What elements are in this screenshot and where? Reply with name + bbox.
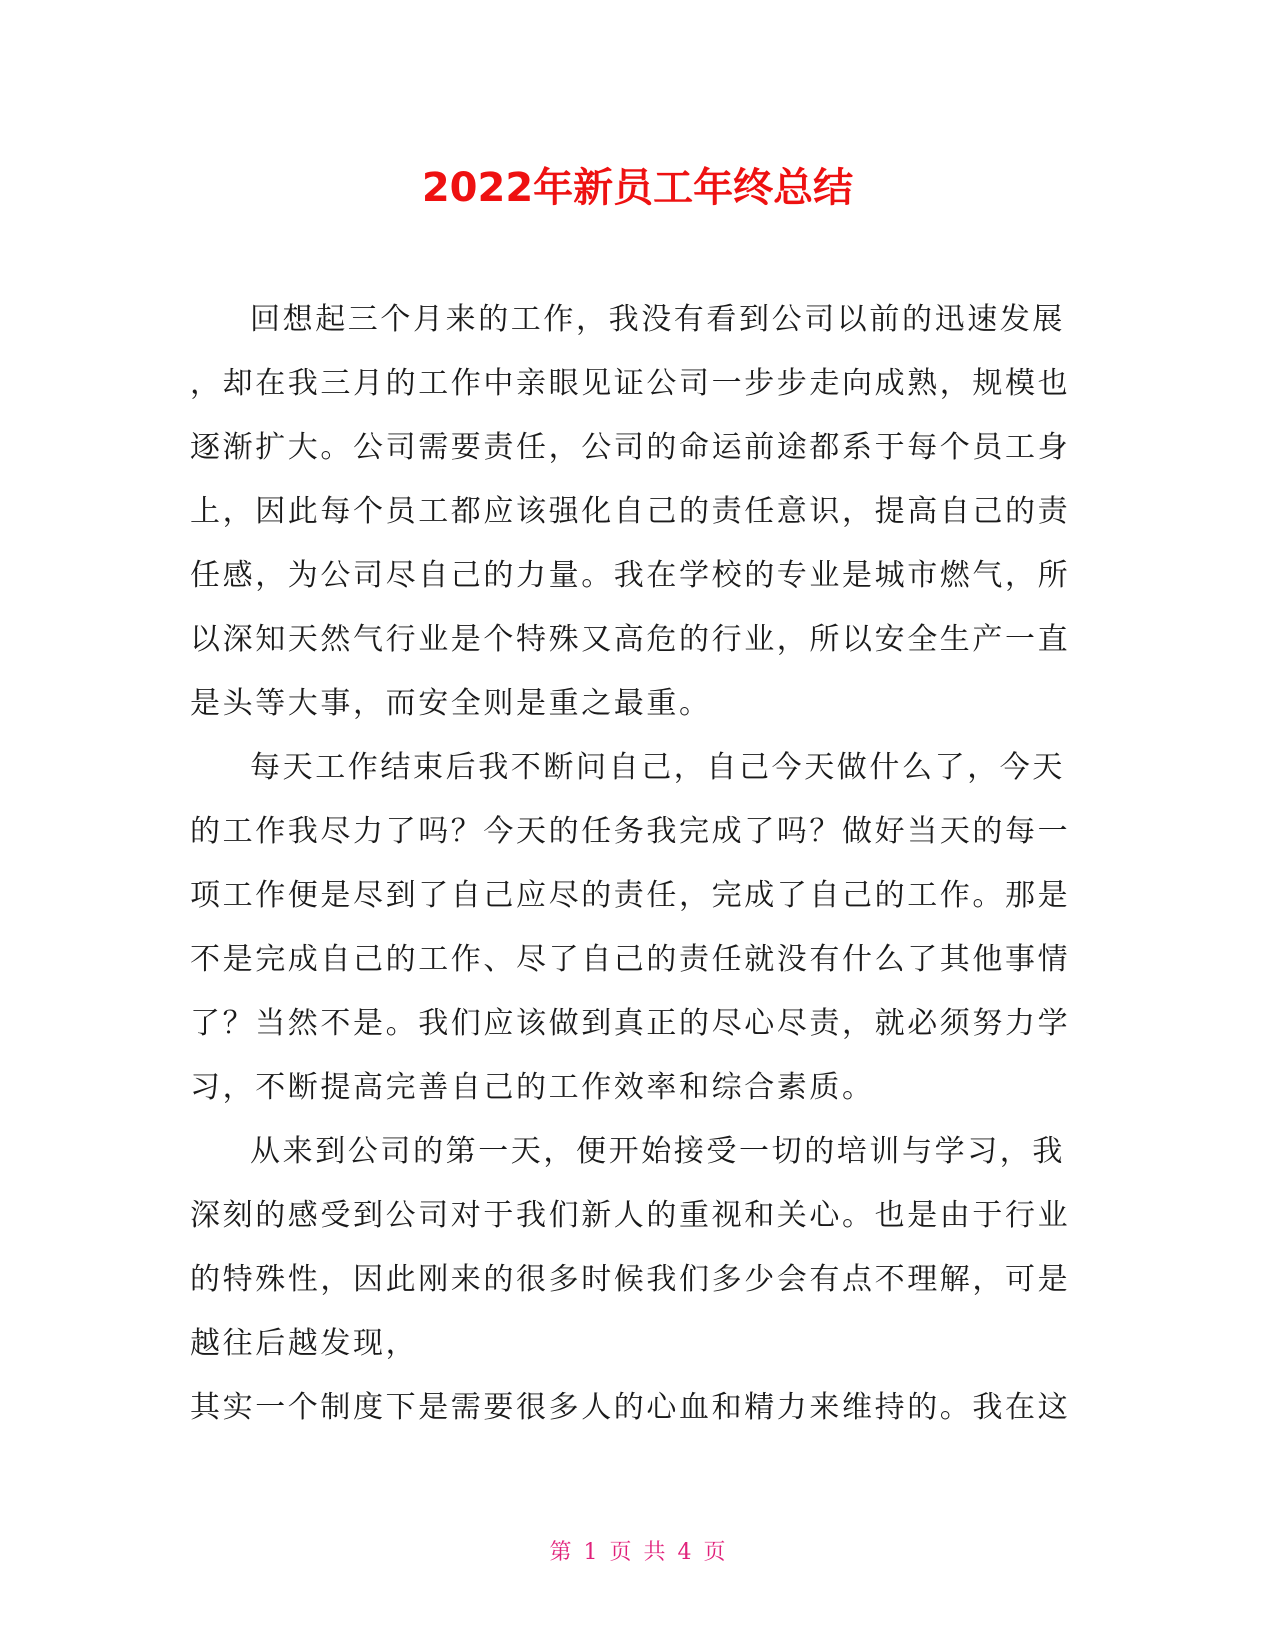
paragraph-line: 习，不断提高完善自己的工作效率和综合素质。 xyxy=(190,1070,875,1105)
paragraph-line: 逐渐扩大。公司需要责任，公司的命运前途都系于每个员工身 xyxy=(190,430,1071,465)
footer-total-pages: 4 xyxy=(677,1540,692,1565)
paragraph-line: 是头等大事，而安全则是重之最重。 xyxy=(190,686,712,721)
document-title: 2022年新员工年终总结 xyxy=(421,165,854,211)
footer-label: 第 xyxy=(549,1540,572,1565)
paragraph-line: 深刻的感受到公司对于我们新人的重视和关心。也是由于行业 xyxy=(190,1198,1071,1233)
footer-label: 页 xyxy=(703,1540,726,1565)
document-body xyxy=(190,288,1085,1440)
paragraph-line: 项工作便是尽到了自己应尽的责任，完成了自己的工作。那是 xyxy=(190,878,1071,913)
footer-label: 共 xyxy=(643,1540,666,1565)
paragraph-line: 从来到公司的第一天，便开始接受一切的培训与学习，我 xyxy=(250,1134,1065,1169)
paragraph-line: 回想起三个月来的工作，我没有看到公司以前的迅速发展 xyxy=(250,302,1065,337)
paragraph-line: 的特殊性，因此刚来的很多时候我们多少会有点不理解，可是 xyxy=(190,1262,1071,1297)
paragraph-line: 每天工作结束后我不断问自己，自己今天做什么了，今天 xyxy=(250,750,1065,785)
paragraph-line: 其实一个制度下是需要很多人的心血和精力来维持的。我在这 xyxy=(190,1390,1071,1425)
paragraph-line: 的工作我尽力了吗？今天的任务我完成了吗？做好当天的每一 xyxy=(190,814,1071,849)
footer-current-page: 1 xyxy=(583,1540,598,1565)
paragraph-line: 了？当然不是。我们应该做到真正的尽心尽责，就必须努力学 xyxy=(190,1006,1071,1041)
paragraph-line: 以深知天然气行业是个特殊又高危的行业，所以安全生产一直 xyxy=(190,622,1071,657)
footer-label: 页 xyxy=(609,1540,632,1565)
paragraph-line: 任感，为公司尽自己的力量。我在学校的专业是城市燃气，所 xyxy=(190,558,1071,593)
page-footer xyxy=(0,1538,1275,1568)
paragraph-line: 越往后越发现， xyxy=(190,1326,419,1361)
paragraph-line: ，却在我三月的工作中亲眼见证公司一步步走向成熟，规模也 xyxy=(190,366,1071,401)
paragraph-line: 上，因此每个员工都应该强化自己的责任意识，提高自己的责 xyxy=(190,494,1071,529)
paragraph-line: 不是完成自己的工作、尽了自己的责任就没有什么了其他事情 xyxy=(190,942,1071,977)
